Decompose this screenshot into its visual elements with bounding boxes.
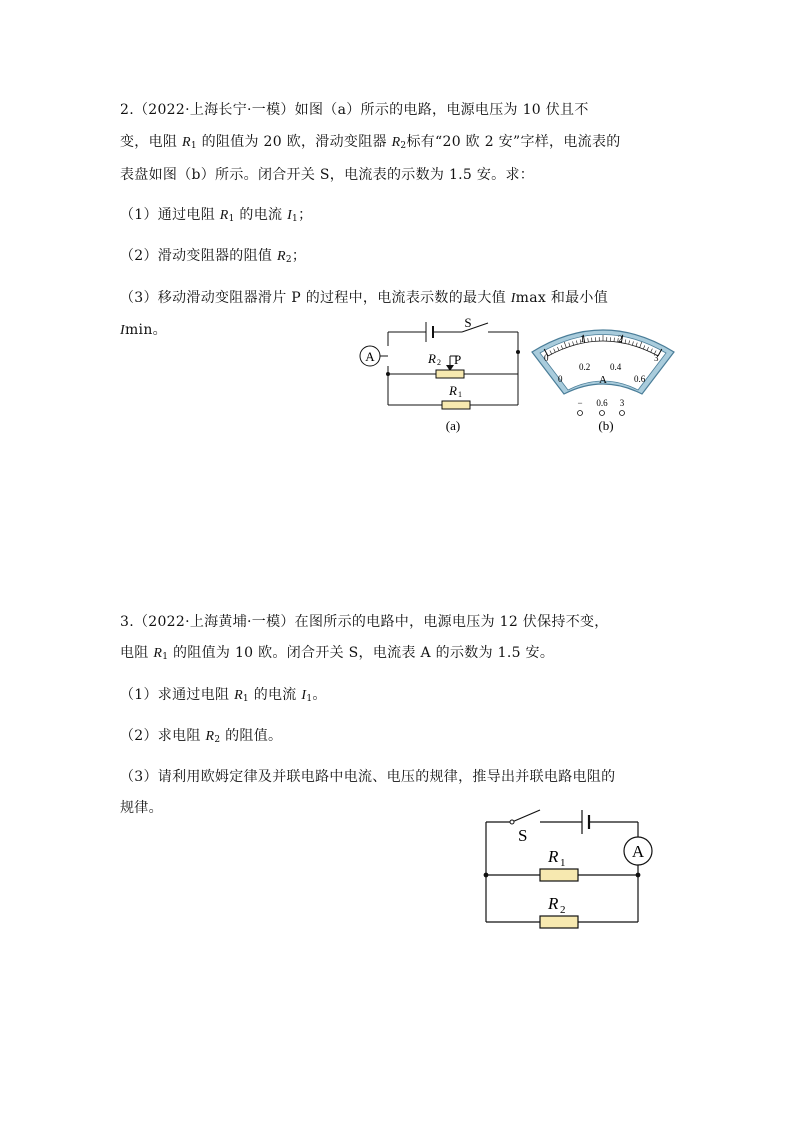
r1-label: R — [449, 383, 457, 398]
symbol-i: I — [120, 323, 125, 338]
terminal-label: 0.6 — [596, 398, 608, 408]
p2-q2-part1: （2）滑动变阻器的阻值 — [120, 248, 277, 264]
p2-q3-part2: max 和最小值 — [515, 290, 609, 306]
inner-tick-label: 0 — [558, 374, 563, 384]
symbol-r: R — [234, 688, 243, 703]
p3-line1-text: 3.（2022·上海黄埔·一模）在图所示的电路中，电源电压为 12 伏保持不变， — [120, 614, 609, 630]
subscript: 2 — [400, 141, 407, 151]
p2-question2 — [120, 246, 306, 270]
p2-line2-part1: 变，电阻 — [120, 134, 182, 150]
figure-a-circuit — [350, 312, 530, 438]
p2-line3 — [120, 165, 534, 185]
p2-line2 — [120, 132, 621, 156]
r1-subscript: 1 — [458, 390, 462, 399]
junction-dot — [386, 372, 390, 376]
p2-q1-part3: ； — [298, 207, 313, 223]
p3-q3-text-2: 规律。 — [120, 800, 163, 816]
p3-line2-part2: 的阻值为 10 欧。闭合开关 S，电流表 A 的示数为 1.5 安。 — [168, 645, 555, 661]
symbol-r: R — [205, 729, 215, 744]
terminal-label: 3 — [619, 398, 625, 408]
subscript: 1 — [292, 214, 299, 224]
r2-label: R — [428, 351, 436, 366]
subscript: 1 — [190, 141, 197, 151]
symbol-i: I — [301, 688, 307, 703]
outer-tick-label: 3 — [654, 353, 659, 363]
symbol-r: R — [276, 249, 286, 264]
p3-q2-part2: 的阻值。 — [220, 728, 283, 744]
inner-tick-label: 0.4 — [610, 362, 622, 372]
switch-blade — [512, 810, 540, 822]
p3-q1-part2: 的电流 — [248, 687, 302, 703]
p2-line2-part3: 标有“20 欧 2 安”字样，电流表的 — [406, 134, 621, 150]
symbol-i: I — [287, 208, 293, 223]
symbol-r: R — [391, 135, 401, 150]
p2-q1-part2: 的电流 — [234, 207, 288, 223]
resistor-r1 — [540, 869, 578, 881]
subscript: 1 — [162, 652, 169, 662]
unit-label: A — [599, 374, 607, 386]
junction-dot — [636, 873, 641, 878]
p3-q1-part3: 。 — [312, 687, 327, 703]
switch-label: S — [464, 315, 472, 330]
p3-q2-part1: （2）求电阻 — [120, 728, 206, 744]
switch-contact — [510, 820, 514, 824]
ammeter-label: A — [631, 842, 645, 861]
p3-question1 — [120, 685, 327, 709]
figure-a-caption: (a) — [445, 418, 461, 433]
subscript: 1 — [306, 694, 313, 704]
symbol-i: I — [510, 291, 516, 306]
subscript: 1 — [242, 694, 249, 704]
inner-tick-label: 0.6 — [634, 374, 646, 384]
r1-subscript: 1 — [560, 857, 566, 869]
p3-question3-line2 — [120, 798, 163, 818]
switch-label: S — [518, 826, 528, 845]
terminal-0-6 — [600, 411, 605, 416]
resistor-r1 — [442, 401, 470, 409]
p2-line2-part2: 的阻值为 20 欧，滑动变阻器 — [196, 134, 392, 150]
figure-b-caption: (b) — [598, 418, 614, 433]
p3-line1 — [120, 612, 609, 632]
r2-label: R — [548, 894, 559, 913]
p2-question3-line1 — [120, 288, 608, 309]
subscript: 2 — [214, 735, 221, 745]
p2-question1 — [120, 205, 312, 229]
symbol-r: R — [219, 208, 229, 223]
p2-q1-part1: （1）通过电阻 — [120, 207, 220, 223]
ammeter-label: A — [365, 349, 375, 364]
terminal-label: − — [577, 398, 583, 408]
p2-line1-text: 2.（2022·上海长宁·一模）如图（a）所示的电路，电源电压为 10 伏且不 — [120, 102, 589, 118]
terminal-negative — [578, 411, 583, 416]
p2-question3-line2 — [120, 320, 167, 341]
r1-label: R — [548, 847, 559, 866]
slider-label: P — [454, 352, 462, 367]
resistor-r2 — [436, 370, 464, 378]
outer-tick-label: 1 — [580, 334, 585, 344]
p3-line2 — [120, 643, 554, 667]
figure-p3-circuit — [478, 800, 658, 932]
symbol-r: R — [153, 646, 163, 661]
p3-q1-part1: （1）求通过电阻 — [120, 687, 235, 703]
p3-question3-line1 — [120, 767, 615, 787]
outer-tick-label: 2 — [618, 334, 623, 344]
p2-line3-text: 表盘如图（b）所示。闭合开关 S，电流表的示数为 1.5 安。求： — [120, 167, 535, 183]
terminal-3 — [620, 411, 625, 416]
p2-q3-part3: min。 — [124, 322, 167, 338]
r2-subscript: 2 — [437, 358, 441, 367]
p2-line1 — [120, 100, 589, 120]
junction-dot — [484, 873, 489, 878]
subscript: 2 — [285, 255, 292, 265]
outer-tick-label: 0 — [544, 353, 549, 363]
p3-q3-text: （3）请利用欧姆定律及并联电路中电流、电压的规律，推导出并联电路电阻的 — [120, 769, 616, 785]
inner-tick-label: 0.2 — [579, 362, 591, 372]
r2-subscript: 2 — [560, 904, 566, 916]
junction-dot — [516, 350, 520, 354]
p3-line2-part1: 电阻 — [120, 645, 154, 661]
p3-question2 — [120, 726, 282, 750]
p2-q3-part1: （3）移动滑动变阻器滑片 P 的过程中，电流表示数的最大值 — [120, 290, 511, 306]
figure-b-ammeter-dial — [530, 312, 676, 438]
symbol-r: R — [181, 135, 191, 150]
subscript: 1 — [228, 214, 235, 224]
resistor-r2 — [540, 916, 578, 928]
p2-q2-part2: ； — [291, 248, 307, 264]
